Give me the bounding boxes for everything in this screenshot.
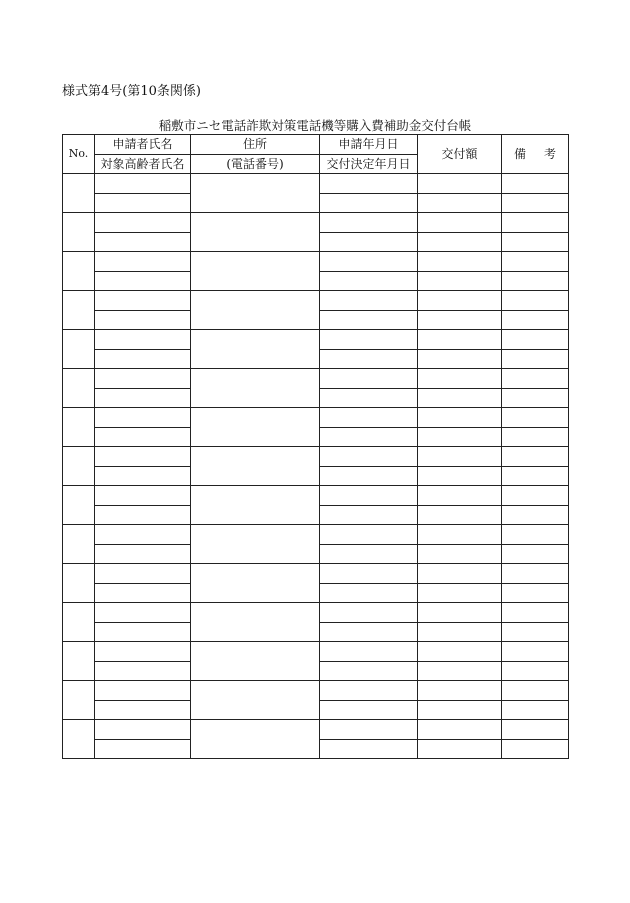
decision-date-cell[interactable] [320,739,418,759]
header-remarks [502,135,569,174]
record-no-cell[interactable] [63,213,95,252]
grant-amount-cell[interactable] [418,408,502,428]
elderly-name-cell[interactable] [95,193,191,213]
application-date-cell[interactable] [320,174,418,194]
applicant-name-cell[interactable] [95,330,191,350]
remarks-cell[interactable] [502,720,569,740]
application-date-cell[interactable] [320,720,418,740]
grant-amount-cell[interactable] [418,271,502,291]
table-row [63,291,569,311]
remarks-cell[interactable] [502,681,569,701]
application-date-cell[interactable] [320,447,418,467]
address-phone-cell[interactable] [191,252,320,291]
address-phone-cell[interactable] [191,447,320,486]
elderly-name-cell[interactable] [95,505,191,525]
grant-amount-cell[interactable] [418,544,502,564]
address-phone-cell[interactable] [191,369,320,408]
application-date-cell[interactable] [320,564,418,584]
header-applicant-name: 申請者氏名 [95,135,191,155]
application-date-cell[interactable] [320,642,418,662]
grant-amount-cell[interactable] [418,447,502,467]
table-row [63,564,569,584]
record-no-cell[interactable] [63,369,95,408]
remarks-cell[interactable] [502,271,569,291]
header-address: 住所 [191,135,320,155]
record-no-cell[interactable] [63,174,95,213]
grant-amount-cell[interactable] [418,369,502,389]
remarks-cell[interactable] [502,232,569,252]
remarks-cell[interactable] [502,310,569,330]
address-phone-cell[interactable] [191,603,320,642]
application-date-cell[interactable] [320,330,418,350]
address-phone-cell[interactable] [191,408,320,447]
applicant-name-cell[interactable] [95,408,191,428]
ledger-title: 稲敷市ニセ電話詐欺対策電話機等購入費補助金交付台帳 [158,118,472,133]
address-phone-cell[interactable] [191,174,320,213]
remarks-cell[interactable] [502,174,569,194]
table-row [63,447,569,467]
decision-date-cell[interactable] [320,310,418,330]
decision-date-cell[interactable] [320,232,418,252]
address-phone-cell[interactable] [191,330,320,369]
table-row [63,603,569,623]
address-phone-cell[interactable] [191,720,320,759]
address-phone-cell[interactable] [191,642,320,681]
applicant-name-cell[interactable] [95,603,191,623]
applicant-name-cell[interactable] [95,681,191,701]
decision-date-cell[interactable] [320,544,418,564]
grant-amount-cell[interactable] [418,252,502,272]
remarks-cell[interactable] [502,369,569,389]
elderly-name-cell[interactable] [95,700,191,720]
grant-amount-cell[interactable] [418,174,502,194]
application-date-cell[interactable] [320,603,418,623]
record-no-cell[interactable] [63,486,95,525]
applicant-name-cell[interactable] [95,174,191,194]
remarks-cell[interactable] [502,291,569,311]
record-no-cell[interactable] [63,330,95,369]
application-date-cell[interactable] [320,252,418,272]
table-row [63,525,569,545]
application-date-cell[interactable] [320,213,418,233]
elderly-name-cell[interactable] [95,583,191,603]
header-remarks-char-2: 考 [544,147,557,161]
grant-amount-cell[interactable] [418,388,502,408]
table-row [63,408,569,428]
header-elderly-name: 対象高齢者氏名 [95,154,191,174]
header-no: No. [63,135,95,174]
record-no-cell[interactable] [63,564,95,603]
elderly-name-cell[interactable] [95,388,191,408]
remarks-cell[interactable] [502,447,569,467]
grant-amount-cell[interactable] [418,213,502,233]
remarks-cell[interactable] [502,544,569,564]
decision-date-cell[interactable] [320,193,418,213]
header-phone: (電話番号) [191,154,320,174]
table-row [63,213,569,233]
grant-amount-cell[interactable] [418,310,502,330]
remarks-cell[interactable] [502,700,569,720]
decision-date-cell[interactable] [320,583,418,603]
grant-amount-cell[interactable] [418,564,502,584]
grant-amount-cell[interactable] [418,583,502,603]
header-decision-date: 交付決定年月日 [320,154,418,174]
elderly-name-cell[interactable] [95,466,191,486]
grant-amount-cell[interactable] [418,486,502,506]
elderly-name-cell[interactable] [95,349,191,369]
table-row [63,330,569,350]
application-date-cell[interactable] [320,486,418,506]
table-body [63,174,569,759]
remarks-cell[interactable] [502,739,569,759]
elderly-name-cell[interactable] [95,310,191,330]
grant-amount-cell[interactable] [418,291,502,311]
remarks-cell[interactable] [502,486,569,506]
grant-amount-cell[interactable] [418,739,502,759]
grant-amount-cell[interactable] [418,525,502,545]
remarks-cell[interactable] [502,564,569,584]
remarks-cell[interactable] [502,505,569,525]
grant-amount-cell[interactable] [418,642,502,662]
record-no-cell[interactable] [63,447,95,486]
table-row [63,174,569,194]
record-no-cell[interactable] [63,408,95,447]
grant-amount-cell[interactable] [418,622,502,642]
elderly-name-cell[interactable] [95,739,191,759]
table-row [63,369,569,389]
table-row [63,642,569,662]
record-no-cell[interactable] [63,252,95,291]
grant-amount-cell[interactable] [418,466,502,486]
header-application-date: 申請年月日 [320,135,418,155]
remarks-cell[interactable] [502,349,569,369]
applicant-name-cell[interactable] [95,447,191,467]
applicant-name-cell[interactable] [95,369,191,389]
elderly-name-cell[interactable] [95,544,191,564]
decision-date-cell[interactable] [320,661,418,681]
elderly-name-cell[interactable] [95,661,191,681]
address-phone-cell[interactable] [191,525,320,564]
remarks-cell[interactable] [502,427,569,447]
elderly-name-cell[interactable] [95,232,191,252]
remarks-cell[interactable] [502,622,569,642]
grant-amount-cell[interactable] [418,349,502,369]
elderly-name-cell[interactable] [95,622,191,642]
decision-date-cell[interactable] [320,466,418,486]
remarks-cell[interactable] [502,330,569,350]
application-date-cell[interactable] [320,369,418,389]
remarks-cell[interactable] [502,603,569,623]
remarks-cell[interactable] [502,193,569,213]
applicant-name-cell[interactable] [95,564,191,584]
decision-date-cell[interactable] [320,622,418,642]
remarks-cell[interactable] [502,525,569,545]
grant-amount-cell[interactable] [418,661,502,681]
application-date-cell[interactable] [320,525,418,545]
grant-ledger-table [62,134,569,759]
applicant-name-cell[interactable] [95,252,191,272]
grant-amount-cell[interactable] [418,330,502,350]
decision-date-cell[interactable] [320,388,418,408]
decision-date-cell[interactable] [320,505,418,525]
address-phone-cell[interactable] [191,564,320,603]
decision-date-cell[interactable] [320,427,418,447]
address-phone-cell[interactable] [191,291,320,330]
remarks-cell[interactable] [502,642,569,662]
header-grant-amount: 交付額 [418,135,502,174]
table-row [63,252,569,272]
remarks-cell[interactable] [502,388,569,408]
grant-amount-cell[interactable] [418,427,502,447]
record-no-cell[interactable] [63,720,95,759]
elderly-name-cell[interactable] [95,427,191,447]
record-no-cell[interactable] [63,603,95,642]
record-no-cell[interactable] [63,642,95,681]
grant-amount-cell[interactable] [418,193,502,213]
applicant-name-cell[interactable] [95,291,191,311]
grant-amount-cell[interactable] [418,720,502,740]
record-no-cell[interactable] [63,291,95,330]
table-row [63,720,569,740]
remarks-cell[interactable] [502,252,569,272]
record-no-cell[interactable] [63,525,95,564]
address-phone-cell[interactable] [191,213,320,252]
address-phone-cell[interactable] [191,681,320,720]
applicant-name-cell[interactable] [95,486,191,506]
table-row [63,681,569,701]
applicant-name-cell[interactable] [95,720,191,740]
application-date-cell[interactable] [320,291,418,311]
grant-amount-cell[interactable] [418,603,502,623]
applicant-name-cell[interactable] [95,525,191,545]
decision-date-cell[interactable] [320,271,418,291]
remarks-cell[interactable] [502,213,569,233]
remarks-cell[interactable] [502,466,569,486]
decision-date-cell[interactable] [320,700,418,720]
grant-amount-cell[interactable] [418,505,502,525]
header-remarks-char-1: 備 [513,147,526,161]
form-number: 様式第4号(第10条関係) [62,84,201,99]
decision-date-cell[interactable] [320,349,418,369]
grant-amount-cell[interactable] [418,700,502,720]
applicant-name-cell[interactable] [95,642,191,662]
remarks-cell[interactable] [502,583,569,603]
record-no-cell[interactable] [63,681,95,720]
table-row [63,486,569,506]
remarks-cell[interactable] [502,661,569,681]
application-date-cell[interactable] [320,408,418,428]
applicant-name-cell[interactable] [95,213,191,233]
grant-amount-cell[interactable] [418,681,502,701]
address-phone-cell[interactable] [191,486,320,525]
remarks-cell[interactable] [502,408,569,428]
application-date-cell[interactable] [320,681,418,701]
elderly-name-cell[interactable] [95,271,191,291]
grant-amount-cell[interactable] [418,232,502,252]
table-header [63,135,569,174]
